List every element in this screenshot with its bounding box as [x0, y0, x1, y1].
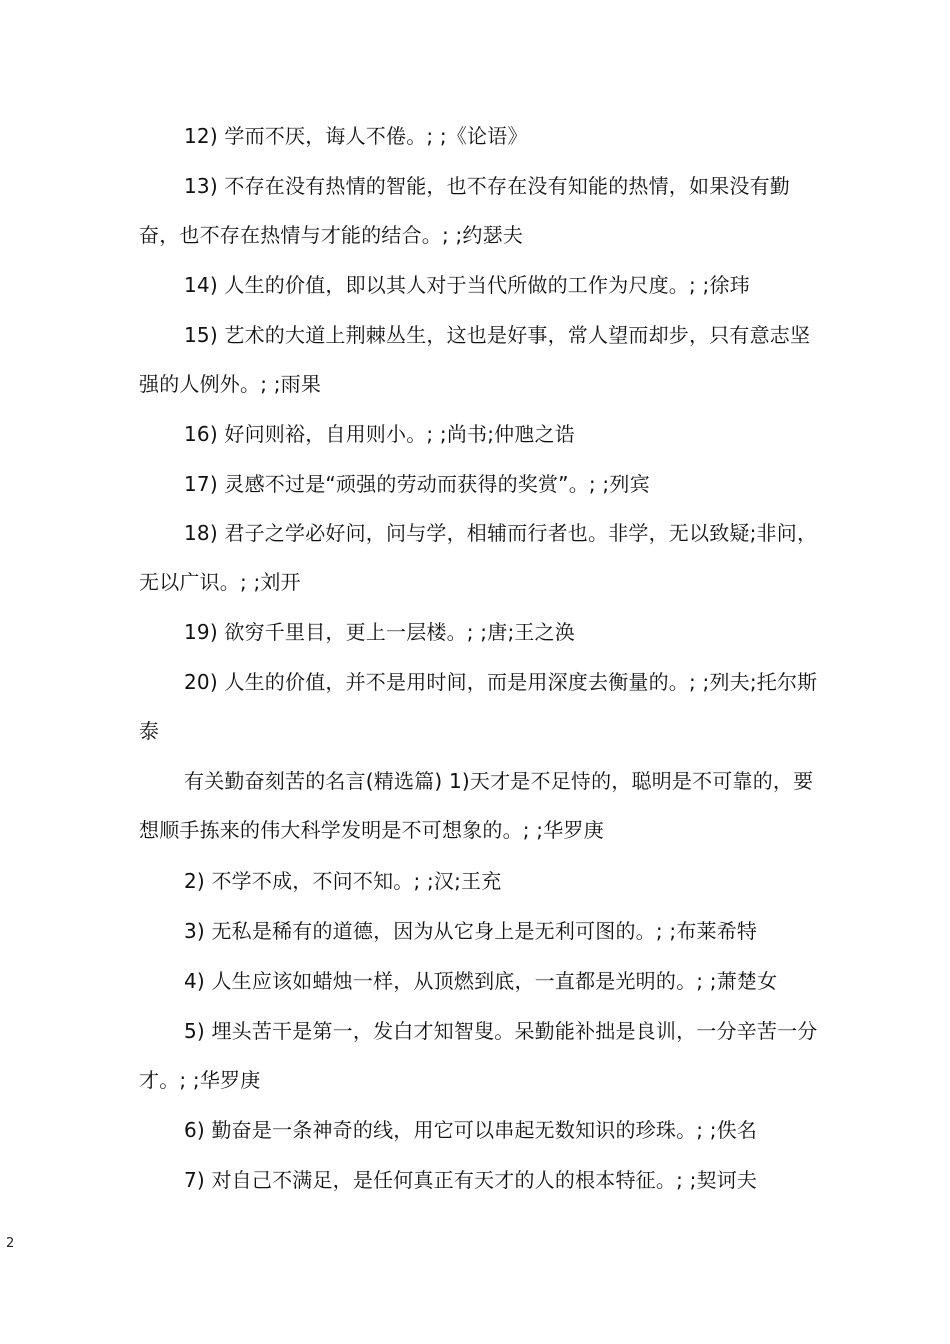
quote-paragraph-18: 18) 君子之学必好问，问与学，相辅而行者也。非学，无以致疑;非问，无以广识。; ;刘开 — [139, 521, 818, 594]
quote-paragraph-20: 20) 人生的价值，并不是用时间，而是用深度去衡量的。; ;列夫;托尔斯泰 — [139, 670, 818, 743]
quote-paragraph-3: 3) 无私是稀有的道德，因为从它身上是无利可图的。; ;布莱希特 — [184, 919, 758, 943]
section-heading-paragraph: 有关勤奋刻苦的名言(精选篇) 1)天才是不足恃的，聪明是不可靠的，要想顺手拣来的伟大科学发明是不可想象的。; ;华罗庚 — [139, 769, 814, 842]
quote-paragraph-19: 19) 欲穷千里目，更上一层楼。; ;唐;王之涣 — [184, 620, 575, 644]
quote-paragraph-5: 5) 埋头苦干是第一，发白才知智叟。呆勤能补拙是良训，一分辛苦一分才。; ;华罗庚 — [139, 1019, 818, 1092]
quote-paragraph-12: 12) 学而不厌，诲人不倦。; ;《论语》 — [184, 124, 528, 148]
quote-paragraph-14: 14) 人生的价值，即以其人对于当代所做的工作为尺度。; ;徐玮 — [184, 273, 750, 297]
quote-paragraph-4: 4) 人生应该如蜡烛一样，从顶燃到底，一直都是光明的。; ;萧楚女 — [184, 969, 778, 993]
quote-paragraph-6: 6) 勤奋是一条神奇的线，用它可以串起无数知识的珍珠。; ;佚名 — [184, 1118, 758, 1142]
quote-paragraph-15: 15) 艺术的大道上荆棘丛生，这也是好事，常人望而却步，只有意志坚强的人例外。; ;雨果 — [139, 323, 811, 396]
quote-paragraph-13: 13) 不存在没有热情的智能，也不存在没有知能的热情，如果没有勤奋，也不存在热情与才能的结合。; ;约瑟夫 — [139, 174, 791, 247]
page-number: 2 — [6, 1236, 15, 1251]
quote-paragraph-2: 2) 不学不成，不问不知。; ;汉;王充 — [184, 869, 502, 893]
quote-paragraph-17: 17) 灵感不过是“顽强的劳动而获得的奖赏”。; ;列宾 — [184, 472, 650, 496]
quote-paragraph-7: 7) 对自己不满足，是任何真正有天才的人的根本特征。; ;契诃夫 — [184, 1168, 758, 1192]
quote-paragraph-16: 16) 好问则裕，自用则小。; ;尚书;仲虺之诰 — [184, 422, 575, 446]
